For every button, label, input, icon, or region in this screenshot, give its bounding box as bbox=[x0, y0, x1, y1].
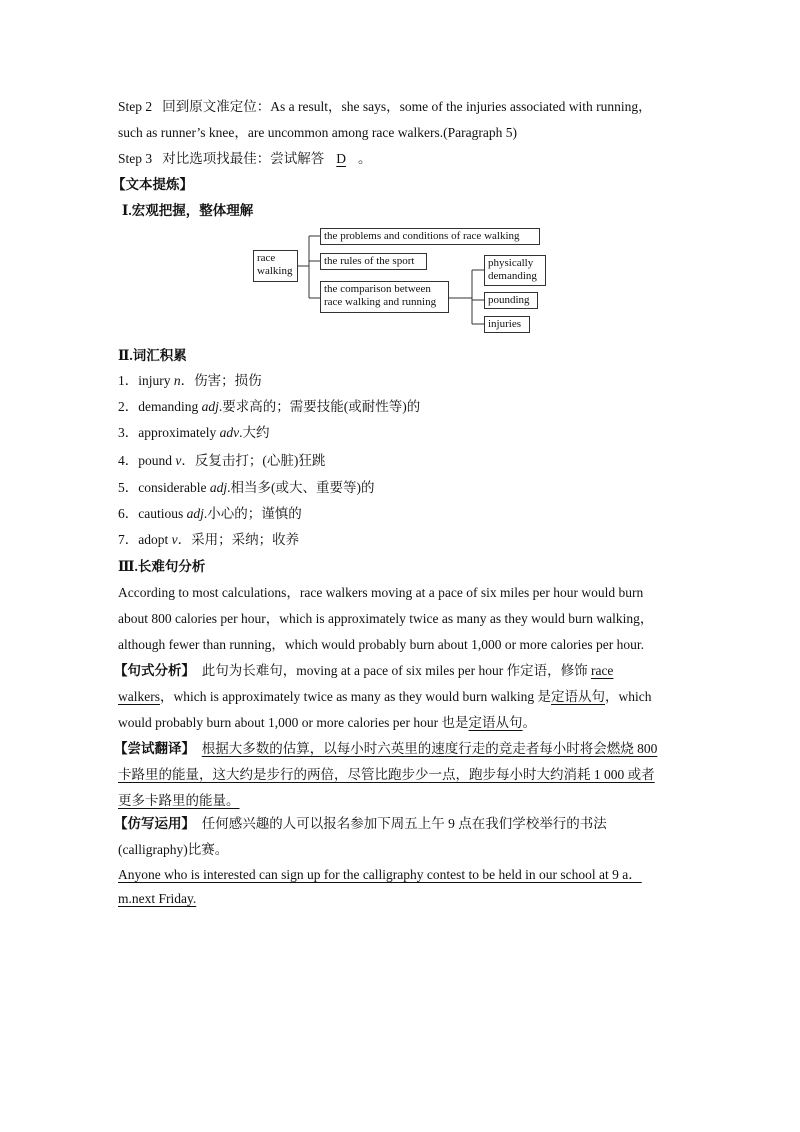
analysis-line-3 bbox=[118, 714, 536, 732]
vocab-meaning: .小心的；谨慎的 bbox=[203, 506, 302, 521]
vocab-pos: v bbox=[171, 532, 178, 547]
imitation-text-2: (calligraphy)比赛。 bbox=[118, 842, 229, 857]
diagram-sub-pounding: pounding bbox=[484, 292, 538, 309]
analysis-underline-clause-2: 定语从句 bbox=[468, 715, 523, 730]
vocab-pos: n bbox=[173, 373, 181, 388]
vocab-item bbox=[118, 531, 299, 549]
vocab-pos: adv bbox=[219, 425, 240, 440]
analysis-label: 【句式分析】 bbox=[114, 663, 195, 678]
text-refine-header: 【文本提炼】 bbox=[112, 177, 193, 192]
step3-instruction: 对比选项找最佳：尝试解答 bbox=[162, 151, 325, 166]
analysis-underline-walkers: walkers bbox=[118, 689, 160, 704]
sentence-line-3: although fewer than running，which would probably burn about 1,000 or more calories per hour. bbox=[118, 637, 644, 652]
sentence-line-2: about 800 calories per hour，which is approximately twice as many as they would burn walking， bbox=[118, 611, 654, 626]
vocab-meaning: ．伤害；损伤 bbox=[180, 373, 262, 388]
analysis-text-2: ，which is approximately twice as many as they would burn walking 是 bbox=[159, 689, 552, 704]
translation-text-2: 卡路里的能量，这大约是步行的两倍，尽管比跑步少一点，跑步每小时大约消耗 1 000 或者 bbox=[118, 767, 655, 782]
step3-label: Step 3 bbox=[118, 151, 153, 166]
vocab-meaning: .要求高的；需要技能(或耐性等)的 bbox=[218, 399, 421, 414]
vocab-item bbox=[118, 452, 325, 470]
vocab-word: cautious bbox=[138, 506, 187, 521]
translation-line-1 bbox=[114, 740, 657, 758]
analysis-text-2b: ，which bbox=[605, 689, 652, 704]
vocab-num: 2． bbox=[118, 399, 139, 414]
vocab-num: 1． bbox=[118, 373, 139, 388]
step2-quote-line1: As a result，she says，some of the injuries associated with running， bbox=[270, 99, 652, 114]
vocab-item bbox=[118, 372, 262, 390]
analysis-line-2 bbox=[118, 688, 652, 706]
diagram-branch-rules: the rules of the sport bbox=[320, 253, 427, 270]
vocab-word: approximately bbox=[138, 425, 220, 440]
imitation-answer-1: Anyone who is interested can sign up for the calligraphy contest to be held in our school at 9 a． bbox=[118, 867, 642, 882]
translation-text-3: 更多卡路里的能量。 bbox=[118, 793, 240, 808]
step2-quote-line2: such as runner’s knee，are uncommon among race walkers.(Paragraph 5) bbox=[118, 125, 517, 140]
step3-end: 。 bbox=[358, 151, 372, 166]
vocab-word: pound bbox=[138, 453, 176, 468]
imitation-answer-2: m.next Friday. bbox=[118, 891, 197, 906]
vocab-meaning: .相当多(或大、重要等)的 bbox=[227, 480, 375, 495]
vocab-pos: adj bbox=[209, 480, 228, 495]
analysis-text-1: 此句为长难句，moving at a pace of six miles per hour 作定语，修饰 bbox=[201, 663, 588, 678]
translation-label: 【尝试翻译】 bbox=[114, 741, 195, 756]
analysis-underline-clause-1: 定语从句 bbox=[551, 689, 606, 704]
vocab-meaning: .大约 bbox=[239, 425, 270, 440]
vocab-word: adopt bbox=[138, 532, 172, 547]
vocab-meaning: ．采用；采纳；收养 bbox=[177, 532, 300, 547]
section2-title: Ⅱ.词汇积累 bbox=[118, 348, 187, 363]
vocab-word: injury bbox=[138, 373, 174, 388]
diagram-connectors bbox=[0, 0, 800, 400]
diagram-branch-problems: the problems and conditions of race walking bbox=[320, 228, 540, 245]
vocab-pos: adj bbox=[201, 399, 219, 414]
step2-instruction: 回到原文准定位： bbox=[162, 99, 271, 114]
diagram-root: race walking bbox=[253, 250, 298, 282]
analysis-underline-race: race bbox=[590, 663, 614, 678]
vocab-pos: v bbox=[175, 453, 182, 468]
analysis-text-3: would probably burn about 1,000 or more calories per hour 也是 bbox=[118, 715, 469, 730]
vocab-item bbox=[118, 398, 420, 416]
section1-title: Ⅰ.宏观把握，整体理解 bbox=[122, 203, 254, 218]
sentence-line-1: According to most calculations，race walkers moving at a pace of six miles per hour would burn bbox=[118, 585, 644, 600]
diagram-branch-comparison: the comparison between race walking and running bbox=[320, 281, 449, 313]
vocab-num: 3． bbox=[118, 425, 139, 440]
vocab-word: considerable bbox=[138, 480, 210, 495]
vocab-num: 5． bbox=[118, 480, 139, 495]
analysis-text-3b: 。 bbox=[522, 715, 537, 730]
diagram-sub-injuries: injuries bbox=[484, 316, 530, 333]
vocab-pos: adj bbox=[186, 506, 204, 521]
imitation-text-1: 任何感兴趣的人可以报名参加下周五上午 9 点在我们学校举行的书法 bbox=[201, 816, 607, 831]
vocab-meaning: ．反复击打；(心脏)狂跳 bbox=[181, 453, 326, 468]
vocab-item bbox=[118, 479, 374, 497]
vocab-num: 6． bbox=[118, 506, 139, 521]
step2-label: Step 2 bbox=[118, 99, 153, 114]
imitation-label: 【仿写运用】 bbox=[114, 816, 195, 831]
step3-answer: D bbox=[336, 151, 347, 166]
analysis-line-1 bbox=[114, 662, 613, 680]
translation-text-1: 根据大多数的估算，以每小时六英里的速度行走的竞走者每小时将会燃烧 800 bbox=[201, 741, 658, 756]
section3-title: Ⅲ.长难句分析 bbox=[118, 559, 206, 574]
vocab-word: demanding bbox=[138, 399, 202, 414]
vocab-num: 4． bbox=[118, 453, 139, 468]
vocab-item bbox=[118, 424, 269, 442]
imitation-line-1 bbox=[114, 815, 607, 833]
vocab-item bbox=[118, 505, 302, 523]
vocab-num: 7． bbox=[118, 532, 139, 547]
diagram-sub-demanding: physically demanding bbox=[484, 255, 546, 286]
